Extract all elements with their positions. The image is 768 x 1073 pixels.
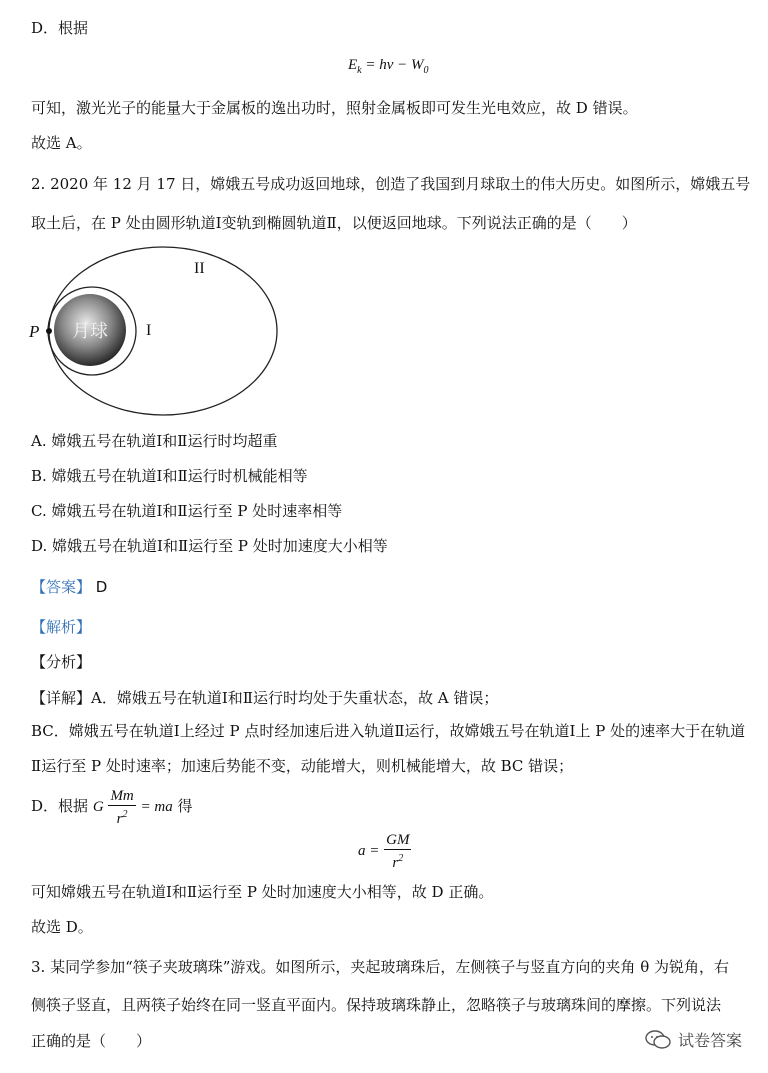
- eq2-lhs: a =: [358, 843, 380, 859]
- prev-choose: 故选 A。: [31, 134, 92, 152]
- answer-row: [31, 577, 107, 597]
- analysis-label: 【解析】: [31, 618, 92, 636]
- eq1-numerator: Mm: [110, 787, 134, 804]
- detail-bc-line1: BC．嫦娥五号在轨道Ⅰ上经过 P 点时经加速后进入轨道Ⅱ运行，故嫦娥五号在轨道Ⅰ上 P 处的速率大于在轨道: [31, 722, 746, 740]
- orbit-ii-label: II: [194, 260, 205, 277]
- detail-label: 【详解】: [31, 689, 92, 707]
- watermark-text: 试卷答案: [677, 1031, 742, 1050]
- q2-option-d: D. 嫦娥五号在轨道Ⅰ和Ⅱ运行至 P 处时加速度大小相等: [31, 537, 388, 555]
- wechat-icon: [644, 1029, 672, 1051]
- moon-label: 月球: [72, 321, 108, 342]
- answer-label: 【答案】: [31, 578, 92, 596]
- answer-value: D: [95, 578, 108, 596]
- orbit-figure: [24, 242, 284, 422]
- eq1-tail: 得: [177, 797, 193, 815]
- eq2: [358, 830, 411, 872]
- detail-d-head: D．根据: [31, 797, 89, 815]
- prev-option-d-head: D．根据: [31, 19, 89, 37]
- q3-line2: 侧筷子竖直，且两筷子始终在同一竖直平面内。保持玻璃珠静止，忽略筷子与玻璃珠间的摩擦。下列说法: [31, 996, 722, 1014]
- q2-choose: 故选 D。: [31, 918, 93, 936]
- eq1-fraction: [108, 787, 135, 828]
- detail-d-row: [31, 786, 193, 828]
- orbit-i-label: I: [146, 322, 152, 339]
- photoelectric-formula: $E_k = h\nu - W_0$: [348, 57, 429, 76]
- eq2-numerator: GM: [386, 831, 410, 848]
- eq1-denominator: $r^2$: [116, 808, 128, 827]
- q2-stem-line2: 取土后，在 P 处由圆形轨道Ⅰ变轨到椭圆轨道Ⅱ，以便返回地球。下列说法正确的是（ ）: [31, 214, 637, 232]
- q2-option-a: A. 嫦娥五号在轨道Ⅰ和Ⅱ运行时均超重: [31, 432, 278, 450]
- detail-a-row: [31, 688, 498, 708]
- point-p-label: P: [29, 322, 40, 341]
- q2-option-b: B. 嫦娥五号在轨道Ⅰ和Ⅱ运行时机械能相等: [31, 467, 308, 485]
- eq2-fraction: [384, 831, 411, 872]
- fenxi-label: 【分析】: [31, 653, 92, 671]
- q3-line1: 3. 某同学参加“筷子夹玻璃珠”游戏。如图所示，夹起玻璃珠后，左侧筷子与竖直方向的夹角 θ 为锐角，右: [31, 958, 729, 976]
- q2-option-c: C. 嫦娥五号在轨道Ⅰ和Ⅱ运行至 P 处时速率相等: [31, 502, 343, 520]
- q2-stem-line1: 2. 2020 年 12 月 17 日，嫦娥五号成功返回地球，创造了我国到月球取土的伟大历史。如图所示，嫦娥五号: [31, 175, 751, 193]
- eq1-rhs: = ma: [140, 799, 173, 815]
- detail-bc-line2: Ⅱ运行至 P 处时速率；加速后势能不变，动能增大，则机械能增大，故 BC 错误；: [31, 757, 574, 775]
- q3-line3: 正确的是（ ）: [31, 1032, 152, 1050]
- detail-d-conclusion: 可知嫦娥五号在轨道Ⅰ和Ⅱ运行至 P 处时加速度大小相等，故 D 正确。: [31, 883, 494, 901]
- watermark: [644, 1028, 742, 1051]
- detail-a: A．嫦娥五号在轨道Ⅰ和Ⅱ运行时均处于失重状态，故 A 错误；: [91, 689, 499, 707]
- prev-conclusion: 可知，激光光子的能量大于金属板的逸出功时，照射金属板即可发生光电效应，故 D 错误。: [31, 99, 638, 117]
- eq1-g: G: [92, 799, 104, 815]
- point-p: [46, 328, 52, 334]
- eq2-denominator: $r^2$: [392, 852, 404, 871]
